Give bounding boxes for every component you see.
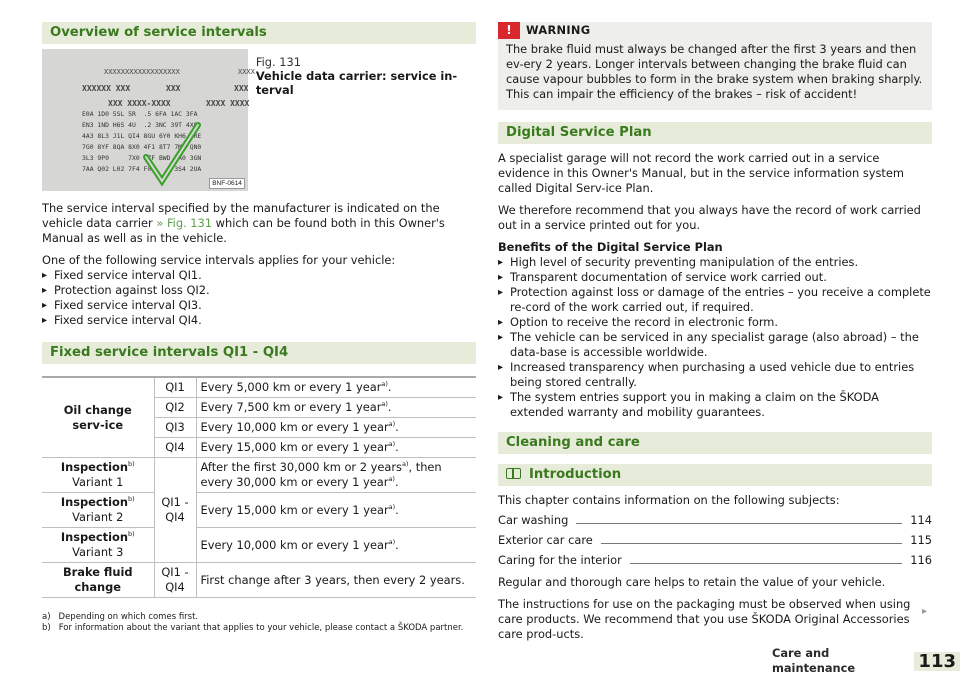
- interval-value: Every 7,500 km or every 1 year$^{a)}$.: [196, 398, 476, 418]
- list-item: ▸ Increased transparency when purchasing a used vehicle due to entries being stored centrally.: [498, 360, 932, 390]
- warning-header: [498, 22, 590, 39]
- grid-row: 4A3 8L3 J1L QI4 8GU 6Y0 KH6 8RE: [82, 132, 202, 140]
- footnotes: [42, 612, 476, 634]
- warning-icon: !: [498, 22, 520, 39]
- benefits-heading: Benefits of the Digital Service Plan: [498, 240, 723, 254]
- toc-page: 115: [910, 533, 932, 547]
- toc-label: Car washing: [498, 513, 569, 527]
- table-of-contents: [498, 513, 932, 568]
- toc-page: 116: [910, 553, 932, 567]
- list-item: ▸ Option to receive the record in electronic form.: [498, 315, 932, 330]
- list-item: ▸ Fixed service interval QI4.: [42, 313, 476, 328]
- grid-row: 7G0 8YF 8QA 8X0 4F1 8T7 7M0 QN0: [82, 143, 202, 151]
- inspection-variant-1: Inspection$^{b)}$ Variant 1: [42, 458, 154, 493]
- interval-code: QI2: [154, 398, 196, 418]
- section-heading-overview: Overview of service intervals: [42, 22, 476, 44]
- brake-fluid-cell: Brake fluid change: [42, 563, 154, 598]
- list-item: ▸ Fixed service interval QI1.: [42, 268, 476, 283]
- img-label: XXXXXX XXX: [82, 84, 131, 93]
- interval-value: Every 10,000 km or every 1 year$^{a)}$.: [196, 418, 476, 438]
- warning-label: WARNING: [526, 23, 591, 37]
- grid-row: 7AA Q02 L02 7F4 F0A 3S4 2UA: [82, 165, 202, 173]
- interval-value: Every 5,000 km or every 1 year$^{a)}$.: [196, 377, 476, 398]
- list-item: ▸ The system entries support you in making a claim on the ŠKODA extended warranty and mobility guarantees.: [498, 390, 932, 420]
- warning-box: [498, 22, 932, 110]
- continue-arrow-icon: ▸: [922, 606, 928, 617]
- inspection-value: Every 10,000 km or every 1 year$^{a)}$.: [196, 528, 476, 563]
- interval-list: [42, 268, 476, 328]
- figure-title: Vehicle data carrier: service in-terval: [255, 69, 458, 97]
- footnote-b: b) For information about the variant that applies to your vehicle, please contact a ŠKODA partner.: [42, 623, 464, 633]
- figure-link[interactable]: » Fig. 131: [156, 216, 213, 230]
- list-item: ▸ Protection against loss or damage of the entries – you receive a complete re-cord of the work carried out, if required.: [498, 285, 932, 315]
- left-column: [42, 22, 476, 634]
- inspection-variant-2: Inspection$^{b)}$ Variant 2: [42, 493, 154, 528]
- figure-caption: [248, 49, 476, 191]
- paragraph-recommend: We therefore recommend that you always have the record of work carried out in a service printed out for you.: [498, 203, 921, 232]
- interval-code: QI3: [154, 418, 196, 438]
- list-item: ▸ Protection against loss QI2.: [42, 283, 476, 298]
- section-heading-fixed-intervals: Fixed service intervals QI1 - QI4: [42, 342, 476, 364]
- brake-value: First change after 3 years, then every 2 years.: [196, 563, 476, 598]
- vehicle-data-carrier-image: [42, 49, 255, 191]
- section-heading-cleaning: Cleaning and care: [498, 432, 932, 454]
- paragraph-regular: Regular and thorough care helps to retain the value of your vehicle.: [498, 575, 886, 589]
- toc-page: 114: [910, 513, 932, 527]
- paragraph-intro: The service interval specified by the manufacturer is indicated on the vehicle data carrier » Fig. 131 which can be found both in this Owner's Manual as well as in the vehicle.: [42, 201, 445, 245]
- book-icon: [506, 468, 521, 479]
- service-interval-table: [42, 376, 476, 598]
- img-label: XXXX: [238, 68, 255, 76]
- toc-label: Exterior car care: [498, 533, 593, 547]
- right-column: [498, 22, 932, 642]
- inspection-variant-3: Inspection$^{b)}$ Variant 3: [42, 528, 154, 563]
- oil-change-cell: Oil change serv-ice: [42, 377, 154, 458]
- grid-row: 3L3 9P0 7X0 9ZF BWD 7A0 3GN: [82, 154, 202, 162]
- interval-code: QI1: [154, 377, 196, 398]
- paragraph-dsp: A specialist garage will not record the work carried out in a service evidence in this Owner's Manual, but in the service information system called Digital Serv-ice Plan.: [498, 151, 905, 195]
- section-heading-digital-service-plan: Digital Service Plan: [498, 122, 932, 144]
- img-label: XXX XXXX-XXXX: [108, 99, 171, 108]
- warning-text: The brake fluid must always be changed after the first 3 years and then ev-ery 2 years. Longer intervals between changing the brake fluid can cause vapour bubbles to form in the brake system when braking sharply. This can impair the efficiency of the brakes – risk of accident!: [506, 42, 923, 101]
- interval-code: QI4: [154, 438, 196, 458]
- grid-row: E0A 1D0 5SL 5R .5 6FA 1AC 3FA: [82, 110, 198, 118]
- img-label: XXX: [234, 84, 249, 93]
- benefits-list: [498, 255, 932, 420]
- toc-leader: [576, 523, 902, 524]
- toc-entry[interactable]: [498, 513, 932, 528]
- paragraph-intervals: One of the following service intervals applies for your vehicle:: [42, 253, 396, 267]
- section-heading-introduction: Introduction: [498, 464, 932, 486]
- brake-range: QI1 - QI4: [154, 563, 196, 598]
- inspection-range: QI1 - QI4: [154, 458, 196, 563]
- chapter-name: Care and maintenance: [772, 646, 856, 675]
- inspection-value: After the first 30,000 km or 2 years$^{a)}$, then every 30,000 km or every 1 year$^{a)}$.: [196, 458, 476, 493]
- img-label: XXXX XXXX: [206, 99, 250, 108]
- checkmark-icon: [142, 123, 202, 189]
- list-item: ▸ The vehicle can be serviced in any specialist garage (also abroad) – the data-base is accessible worldwide.: [498, 330, 932, 360]
- toc-leader: [630, 563, 902, 564]
- toc-leader: [601, 543, 902, 544]
- img-label: XXXXXXXXXXXXXXXXXX: [104, 68, 180, 76]
- page-footer: [772, 646, 960, 676]
- page-number: 113: [914, 652, 960, 671]
- toc-entry[interactable]: [498, 533, 932, 548]
- paragraph-instructions: The instructions for use on the packaging must be observed when using care products. We recommend that you use ŠKODA Original Accessories care prod-ucts.: [498, 597, 911, 641]
- grid-row: EN3 1ND H6S 4U .2 3NC 39T 4X0: [82, 121, 198, 129]
- img-label: XXX: [166, 84, 181, 93]
- figure-number: Fig. 131: [255, 55, 301, 69]
- footnote-a: a) Depending on which comes first.: [42, 612, 199, 622]
- toc-label: Caring for the interior: [498, 553, 622, 567]
- toc-entry[interactable]: [498, 553, 932, 568]
- interval-value: Every 15,000 km or every 1 year$^{a)}$.: [196, 438, 476, 458]
- paragraph-chapter: This chapter contains information on the following subjects:: [498, 493, 840, 507]
- list-item: ▸ Fixed service interval QI3.: [42, 298, 476, 313]
- inspection-value: Every 15,000 km or every 1 year$^{a)}$.: [196, 493, 476, 528]
- figure-code: BNF-0614: [209, 178, 245, 189]
- list-item: ▸ Transparent documentation of service work carried out.: [498, 270, 932, 285]
- list-item: ▸ High level of security preventing manipulation of the entries.: [498, 255, 932, 270]
- figure-131: [42, 49, 476, 191]
